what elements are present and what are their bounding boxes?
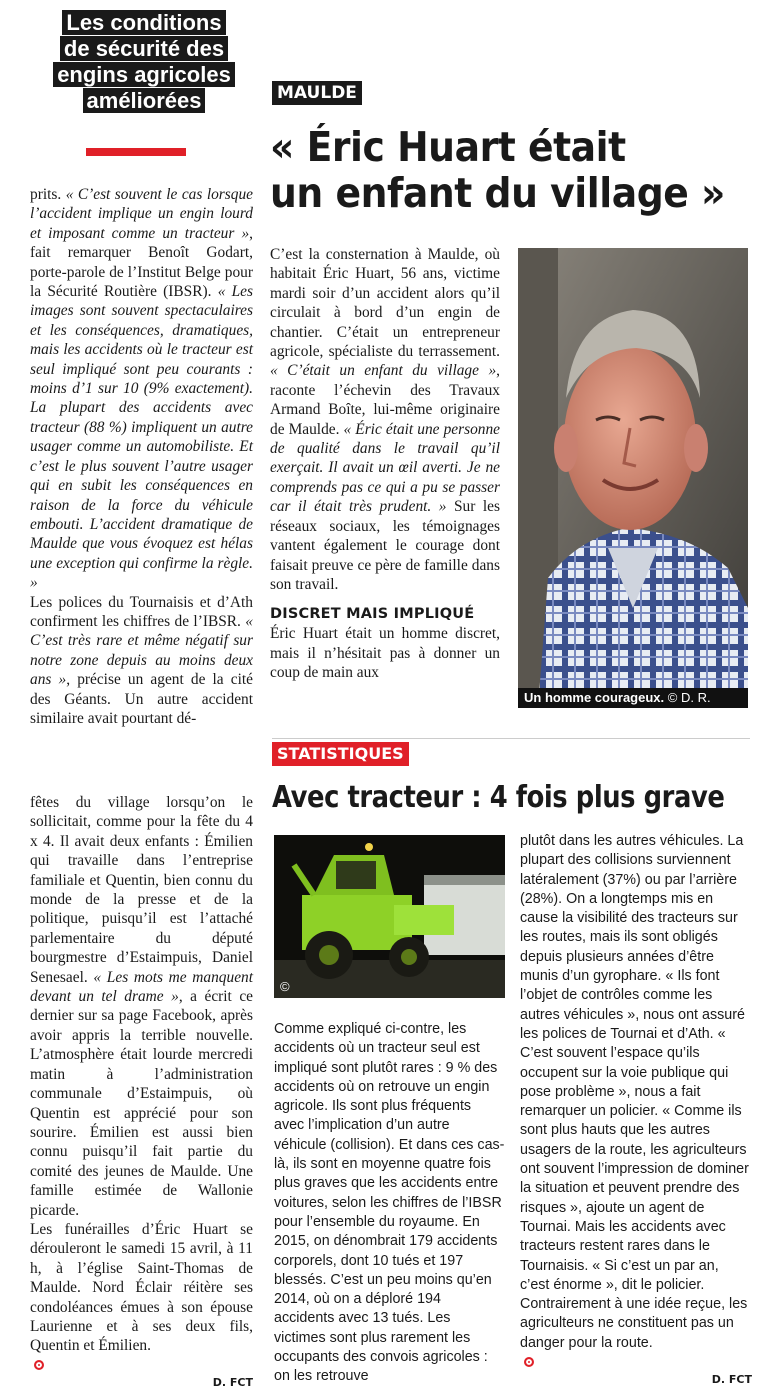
sidebar-title-line: de sécurité des [60, 36, 228, 61]
headline-line: « Éric Huart était [270, 123, 626, 171]
caption-credit: © D. R. [667, 690, 711, 705]
paragraph [270, 624, 500, 682]
text-run: , raconte l’échevin des Travaux Armand Boîte, lui-même originaire de Maulde. [270, 362, 500, 438]
article-body-after-subhead [270, 624, 500, 682]
kicker-statistiques: STATISTIQUES [272, 742, 409, 766]
stats-column-2 [520, 832, 752, 1386]
tractor-photo [274, 835, 505, 998]
stats-body-2 [520, 832, 752, 1353]
portrait-photo [518, 248, 748, 708]
text-run: prits. [30, 186, 66, 203]
text-run: Les funérailles d’Éric Huart se dérouleront le samedi 15 avril, à 11 h, à l’église Saint-Thomas de Maulde. Nord Éclair réitère ses condoléances émues à son épouse Laurienne et à ses deux fils, Quentin et Émilien. [30, 1220, 253, 1355]
end-of-stats-icon [524, 1357, 534, 1367]
paragraph [274, 1020, 505, 1387]
text-run: Comme expliqué ci-contre, les accidents où un tracteur seul est impliqué sont plutôt rares : 9 % des accidents où on retrouve un engin agricole. Ils sont plus fréquents avec l’implication d’un autre véhicule (collision). Et dans ces cas-là, ils sont en moyenne quatre fois plus graves que les accidents entre voitures, selon les chiffres de l’IBSR pour l’ensemble du royaume. En 2015, on dénombrait 179 accidents corporels, dont 10 tués et 197 blessés. C’est un peu moins qu’en 2014, où on a déploré 194 accidents avec 13 tués. Les victimes sont plus rarement les occupants des convois agricoles : on les retrouve [274, 1021, 505, 1385]
quote-run: « Les images sont souvent spectaculaires et les conséquences, dramatiques, mais les accidents où le tracteur est seul impliqué sont peu courants : moins d’1 sur 10 (9% exactement). La plupart des accidents avec tracteur (88 %) impliquent un autre usager comme un automobiliste. Et c’est le plus souvent l’autre usager qui en subit les conséquences en raison de la force du véhicule embouti. L’accident dramatique de Maulde que vous évoquez est hélas une exception qui confirme la règle. » [30, 283, 253, 592]
article-subhead: DISCRET MAIS IMPLIQUÉ [270, 606, 475, 623]
sidebar-title-line: améliorées [83, 88, 206, 113]
section-divider [272, 738, 750, 739]
end-of-article-icon [34, 1360, 44, 1370]
sidebar-accent-rule [86, 148, 186, 156]
quote-run: « Éric était une personne de qualité dans le travail qu’il exerçait. Il avait un œil averti. Je ne comprends pas ce qui a pu se passer car il était très prudent. » [270, 420, 500, 516]
article-column-1 [270, 245, 500, 683]
sidebar-title-line: Les conditions [62, 10, 225, 35]
text-run: Éric Huart était un homme discret, mais il n’hésitait pas à donner un coup de main aux [270, 625, 500, 682]
sidebar-body [30, 185, 253, 728]
paragraph [30, 1220, 253, 1356]
text-run: fêtes du village lorsqu’on le sollicitait, comme pour la fête du 4 x 4. Il avait deux enfants : Émilien qui travaille dans l’entreprise familiale et Quentin, bien connu du monde de la presse et de la politique, puisqu’il est l’attaché parlementaire du député bourgmestre d’Estaimpuis, Daniel Senesael. [30, 794, 253, 986]
sidebar-title [40, 10, 248, 114]
sidebar-title-line: engins agricoles [53, 62, 235, 87]
text-run: Sur les réseaux sociaux, les témoignages vantent également le courage dont faisait preuve ce père de famille dans son travail. [270, 498, 500, 593]
article-headline [270, 123, 725, 217]
caption-text: Un homme courageux. [524, 690, 665, 705]
text-run: , a écrit ce dernier sur sa page Facebook, après avoir appris la terrible nouvelle. L’atmosphère était lourde mercredi matin à l’administration communale d’Estaimpuis, où Quentin est apprécié pour son sourire. Émilien est aussi bien connu puisqu’il fait partie du comité des jeunes de Maulde. Une famille estimée de Wallonie picarde. [30, 988, 253, 1219]
article-continuation [30, 793, 253, 1389]
article-body [270, 245, 500, 594]
text-run: Les polices du Tournaisis et d’Ath confirment les chiffres de l’IBSR. [30, 593, 253, 630]
paragraph [520, 832, 752, 1353]
paragraph [270, 245, 500, 594]
kicker-maulde: MAULDE [272, 81, 362, 105]
quote-run: « C’est très rare et même négatif sur notre zone depuis au moins deux ans » [30, 612, 253, 689]
text-run: , fait remarquer Benoît Godart, porte-parole de l’Institut Belge pour la Sécurité Routière (IBSR). [30, 224, 253, 301]
stats-body-1 [274, 1020, 505, 1387]
quote-run: « C’est souvent le cas lorsque l’accident implique un engin lourd et imposant comme un tracteur » [30, 186, 254, 242]
continuation-body [30, 793, 253, 1356]
paragraph [30, 793, 253, 1220]
portrait-illustration [518, 248, 748, 708]
stats-headline: Avec tracteur : 4 fois plus grave [272, 780, 725, 815]
stats-column-1 [274, 1020, 505, 1387]
article-signature: D. FCT [212, 1375, 253, 1389]
text-run: , précise un agent de la cité des Géants. Un autre accident similaire avait pourtant dé- [30, 671, 253, 727]
portrait-caption [518, 688, 748, 708]
stats-signature: D. FCT [711, 1373, 752, 1387]
text-run: plutôt dans les autres véhicules. La plupart des collisions surviennent latéralement (37%) ou par l’arrière (28%). On a longtemps mis en cause la visibilité des tracteurs sur les routes, mais ils sont obligés depuis plusieurs années d’être munis d’un gyrophare. « Ils font l’objet de contrôles comme les autres véhicules », nous ont assuré les polices de Tournai et d’Ath. « C’est souvent l’espace qu’ils occupent sur la voie publique qui pose problème », nous a fait remarquer un policier. « Comme ils sont plus hauts que les autres usagers de la route, les agriculteurs ont souvent l’impression de dominer la situation et peuvent prendre des risques », ajoute un agent de Tournai. Mais les accidents avec tracteurs restent rares dans le Tournaisis. « Si c’est un par an, c’est énorme », dit le policier. Contrairement à une idée reçue, les agriculteurs ne constituent pas un danger pour la route. [520, 833, 749, 1351]
headline-line: un enfant du village » [270, 169, 725, 217]
quote-run: « Les mots me manquent devant un tel drame » [30, 968, 254, 1006]
tractor-photo-credit: © [280, 979, 290, 994]
paragraph [30, 593, 253, 729]
quote-run: « C’était un enfant du village » [270, 362, 497, 380]
paragraph [30, 185, 253, 593]
text-run: C’est la consternation à Maulde, où habitait Éric Huart, 56 ans, victime mardi soir d’un accident alors qu’il circulait à bord d’un engin de chantier. C’était un entrepreneur agricole, spécialiste du terrassement. [270, 246, 500, 361]
tractor-illustration [274, 835, 505, 998]
